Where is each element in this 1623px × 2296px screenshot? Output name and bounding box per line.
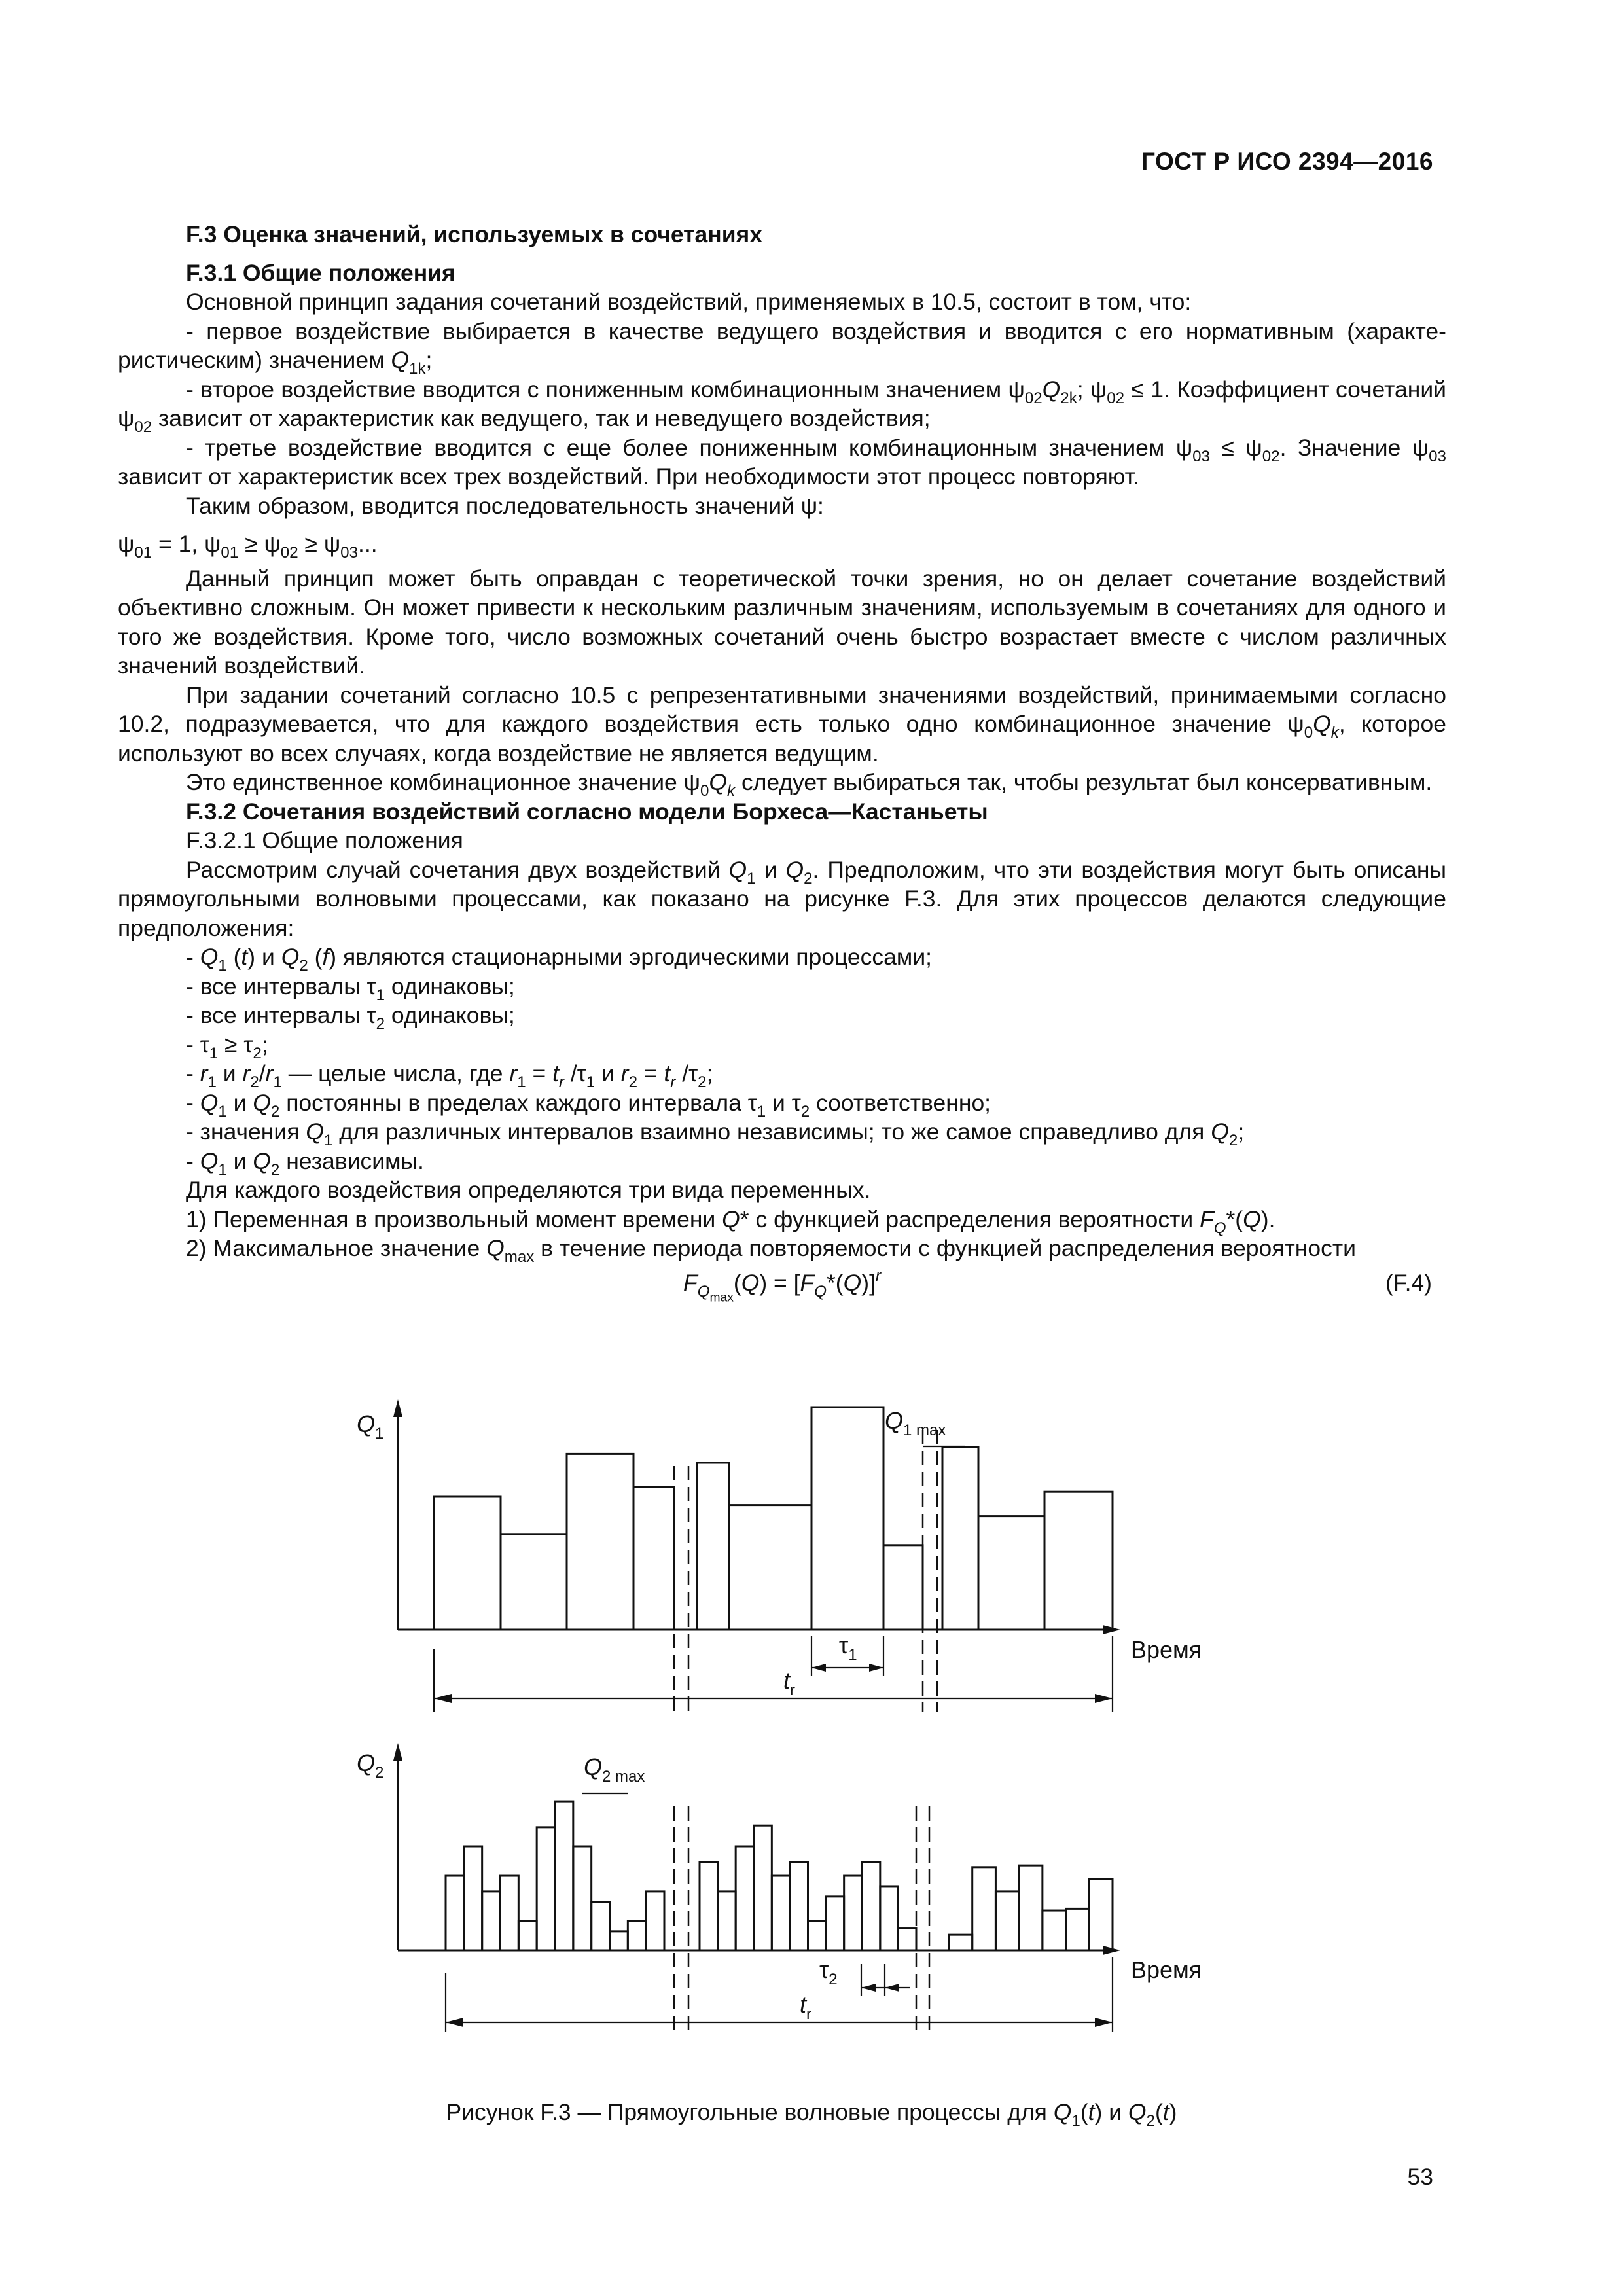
q2-y-arrow (393, 1743, 402, 1761)
list-item: - $\tau_1 \ge \tau_2$; (186, 1031, 268, 1062)
q2-interval-bar (555, 1801, 573, 1950)
paragraph: Для каждого воздействия определяются три вида переменных. (186, 1177, 871, 1203)
q2-interval-bar (501, 1876, 519, 1950)
paragraph: Данный принцип может быть оправдан с теоретической точки зрения, но он делает сочетание воздействий объективно сложным. Он может привести к нескольким различным значениям, используемым в сочетаниях для одного и того же воздействия. Кроме того, число возможных сочетаний очень быстро возрастает вместе с числом различных значений воздействий. (118, 565, 1446, 679)
q2-interval-bar (790, 1862, 808, 1950)
list-item: - все интервалы $\tau_1$ одинаковы; (186, 973, 515, 1004)
q2-interval-bar (826, 1897, 844, 1950)
q1-interval-bar (501, 1534, 567, 1630)
equation-number: (F.4) (1385, 1269, 1432, 1296)
tau1-label: $\tau_1$ (839, 1632, 857, 1664)
page-body (118, 220, 1446, 1304)
q1-interval-bar (1044, 1492, 1113, 1630)
subsubsection-heading: F.3.2.1 Общие положения (186, 827, 463, 853)
q2-interval-bar (482, 1892, 501, 1950)
q2-interval-bar (995, 1892, 1019, 1950)
q2-interval-bar (718, 1892, 736, 1950)
q1-time-label: Время (1131, 1636, 1202, 1663)
list-item: - $Q_1$ и $Q_2$ независимы. (186, 1147, 424, 1179)
q2-interval-bar (573, 1846, 592, 1950)
figure-rectangular-wave-processes (0, 1361, 1623, 2101)
paragraph: Рассмотрим случай сочетания двух воздействий $Q_1$ и $Q_2$. Предположим, что эти воздействия могут быть описаны прямоугольными волновыми процессами, как показано на рисунке F.3. Для этих процессов делаются следующие предположения: (118, 856, 1446, 941)
q1-interval-bar (567, 1454, 633, 1630)
tr-label-bottom: $t_r$ (800, 1991, 812, 2023)
subsection-heading: F.3.2 Сочетания воздействий согласно модели Борхеса—Кастаньеты (186, 798, 988, 825)
tr-label-top: $t_r$ (783, 1667, 796, 1699)
section-heading: F.3 Оценка значений, используемых в сочетаниях (186, 221, 762, 247)
q2-time-label: Время (1131, 1956, 1202, 1983)
page-number: 53 (1407, 2164, 1433, 2190)
q2-interval-bar (537, 1827, 555, 1950)
q2-interval-bar (592, 1902, 610, 1950)
list-item: - $r_1$ и $r_2/r_1$ — целые числа, где $r_1 = t_r$ $/\tau_1$ и $r_2 = t_r$ $/\tau_2$; (186, 1060, 713, 1092)
q2-interval-bar (772, 1876, 790, 1950)
list-item: - первое воздействие выбирается в качестве ведущего воздействия и вводится с его нормативным (характеристическим) значением $Q_{1k}$; (118, 317, 1446, 378)
q2-interval-bar (844, 1876, 863, 1950)
q2-interval-bar (628, 1921, 646, 1950)
q2-interval-bar (518, 1921, 537, 1950)
document-id: ГОСТ Р ИСО 2394—2016 (1141, 148, 1433, 175)
q1-y-arrow (393, 1399, 402, 1417)
q1-interval-bar (883, 1545, 923, 1630)
q2-interval-bar (464, 1846, 482, 1950)
q2-interval-bar (880, 1886, 899, 1950)
paragraph: Таким образом, вводится последовательность значений ψ: (186, 492, 824, 519)
equation-f4: $F_{Q_{max}}(Q) = [F_Q*(Q)]^r$ (F.4) (683, 1266, 1432, 1304)
list-item: - второе воздействие вводится с пониженным комбинационным значением $\psi_{02}Q_{2k}$; $\psi_{02} \le 1$. Коэффициент сочетаний $\psi_{02}$ зависит от характеристик как ведущего, так и неведущего воздействия; (118, 376, 1446, 437)
paragraph: Это единственное комбинационное значение $\psi_0Q_k$ следует выбираться так, чтобы результат был консервативным. (186, 769, 1433, 800)
paragraph: При задании сочетаний согласно 10.5 с репрезентативными значениями воздействий, принимаемыми согласно 10.2, подразумевается, что для каждого воздействия есть только одно комбинационное значение $\psi_0Q_k$, которое используют во всех случаях, когда воздействие не является ведущим. (118, 681, 1446, 766)
q2-interval-bar (610, 1931, 628, 1950)
q1-interval-bar (812, 1407, 883, 1630)
q1-interval-bar (978, 1516, 1044, 1630)
tau2-label: $\tau_2$ (819, 1956, 838, 1988)
q1-max-label: $Q_{1 max}$ (885, 1407, 946, 1439)
q1-interval-bar (434, 1496, 501, 1630)
list-item: - третье воздействие вводится с еще более пониженным комбинационным значением $\psi_{03} \le \psi_{02}$. Значение $\psi_{03}$ зависит от характеристик всех трех воздействий. При необходимости этот процесс повторяют. (118, 434, 1446, 490)
q2-interval-bar (754, 1825, 772, 1950)
q2-interval-bar (700, 1862, 718, 1950)
list-item: - значения $Q_1$ для различных интервалов взаимно независимы; то же самое справедливо для $Q_2$; (186, 1119, 1245, 1150)
q2-interval-bar (972, 1867, 996, 1950)
q2-interval-bar (1089, 1879, 1113, 1950)
paragraph: 2) Максимальное значение $Q_{max}$ в течение периода повторяемости с функцией распределения вероятности (186, 1235, 1356, 1266)
q2-interval-bar (949, 1935, 972, 1950)
q2-interval-bar (1043, 1910, 1066, 1950)
list-item: - все интервалы $\tau_2$ одинаковы; (186, 1002, 515, 1033)
q2-max-label: $Q_{2 max}$ (584, 1753, 645, 1785)
q2-interval-bar (808, 1921, 827, 1950)
q2-interval-bar (898, 1928, 916, 1950)
formula: $\psi_{01} = 1$, $\psi_{01} \ge \psi_{02} \ge \psi_{03}$... (118, 531, 378, 562)
q2-interval-bar (1066, 1909, 1090, 1950)
q1-axis-label: $Q_1$ (357, 1410, 384, 1443)
list-item: - $Q_1$ и $Q_2$ постоянны в пределах каждого интервала $\tau_1$ и $\tau_2$ соответственно; (186, 1089, 991, 1121)
paragraph: Основной принцип задания сочетаний воздействий, применяемых в 10.5, состоит в том, что: (186, 289, 1192, 315)
q2-interval-bar (862, 1862, 880, 1950)
q2-interval-bar (646, 1892, 664, 1950)
list-item: - $Q_1$ (t) и $Q_2$ (f) являются стационарными эргодическими процессами; (186, 944, 933, 975)
figure-caption: Рисунок F.3 — Прямоугольные волновые процессы для $Q_1(t)$ и $Q_2(t)$ (446, 2099, 1177, 2130)
q1-interval-bar (697, 1463, 729, 1630)
q2-interval-bar (446, 1876, 464, 1950)
q1-interval-bar (942, 1447, 978, 1630)
q1-interval-bar (633, 1487, 674, 1630)
q1-interval-bar (729, 1505, 812, 1630)
subsection-heading: F.3.1 Общие положения (186, 259, 455, 286)
q2-axis-label: $Q_2$ (357, 1749, 384, 1782)
q2-interval-bar (736, 1846, 754, 1950)
paragraph: 1) Переменная в произвольный момент времени Q* с функцией распределения вероятности $F_Q*(Q)$. (186, 1206, 1275, 1237)
q2-interval-bar (1019, 1865, 1043, 1950)
